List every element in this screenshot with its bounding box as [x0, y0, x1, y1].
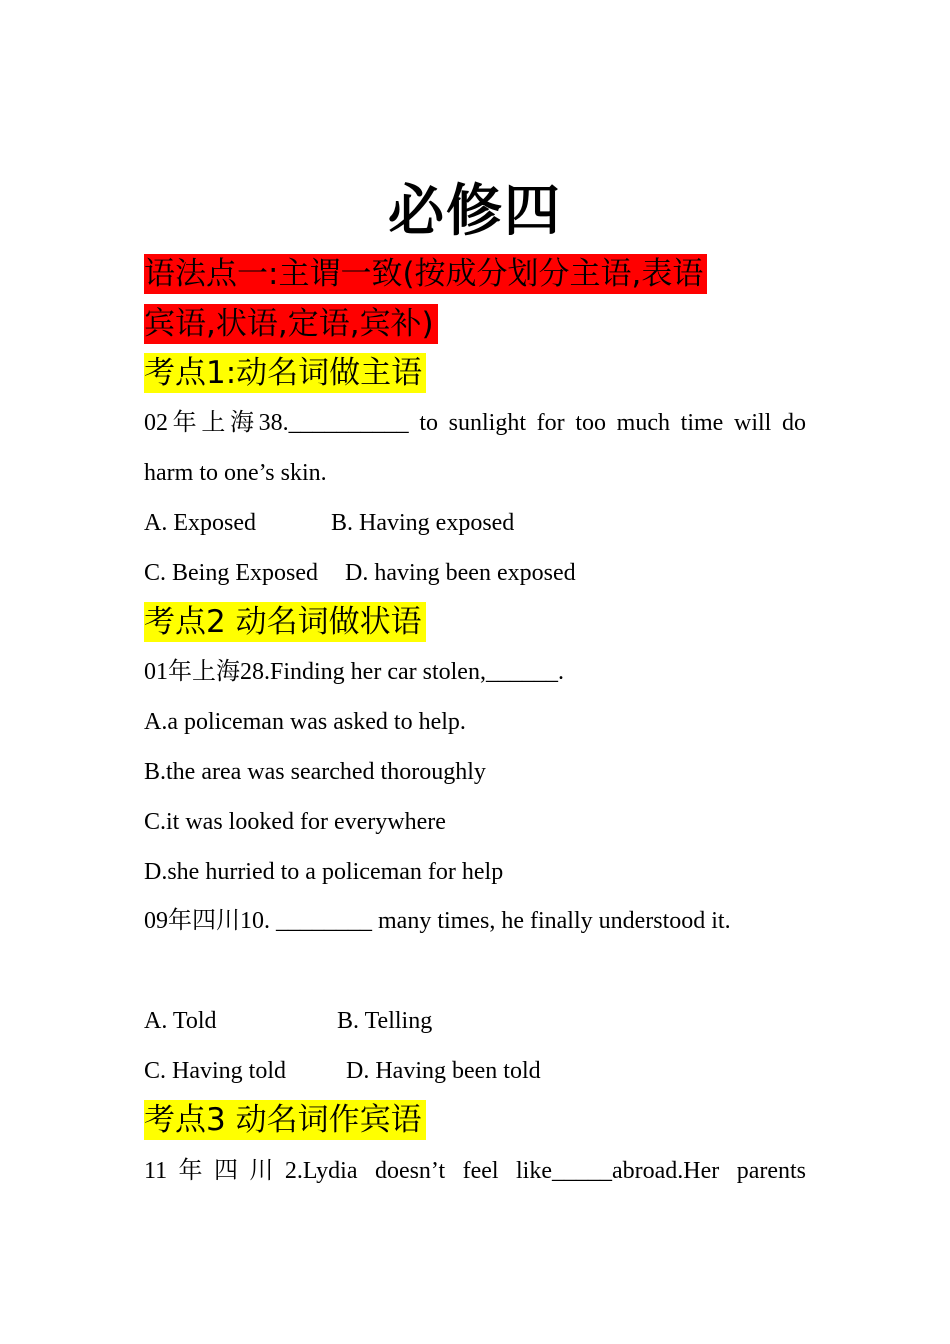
page-title: 必修四	[388, 179, 562, 244]
topic2-q2-question: 09年四川10. ________ many times, he finally understood it.	[144, 908, 731, 934]
topic1-option-d: D. having been exposed	[345, 560, 576, 586]
grammar-point-heading-line1: 语法点一:主谓一致(按成分划分主语,表语	[144, 254, 707, 294]
topic2-q1-question: 01年上海28.Finding her car stolen,______.	[144, 659, 564, 685]
topic1-heading: 考点1:动名词做主语	[144, 353, 426, 393]
grammar-point-heading-line2: 宾语,状语,定语,宾补)	[144, 304, 438, 344]
topic1-question-line1: 02年上海38.__________ to sunlight for too much time will do	[144, 410, 806, 436]
topic2-q2-option-b: B. Telling	[337, 1008, 433, 1034]
topic3-question-line1: 11年四川2.Lydia doesn’t feel like_____abroad.Her parents	[144, 1158, 806, 1184]
topic1-option-a: A. Exposed	[144, 510, 256, 536]
topic2-q2-option-d: D. Having been told	[346, 1058, 541, 1084]
topic3-heading: 考点3 动名词作宾语	[144, 1100, 426, 1140]
topic2-q1-option-c: C.it was looked for everywhere	[144, 809, 446, 835]
topic1-question-line2: harm to one’s skin.	[144, 460, 327, 486]
topic1-option-c: C. Being Exposed	[144, 560, 318, 586]
topic2-q1-option-d: D.she hurried to a policeman for help	[144, 859, 504, 885]
topic2-q2-option-a: A. Told	[144, 1008, 217, 1034]
topic2-q2-option-c: C. Having told	[144, 1058, 286, 1084]
topic2-q1-option-a: A.a policeman was asked to help.	[144, 709, 466, 735]
topic2-q1-option-b: B.the area was searched thoroughly	[144, 759, 486, 785]
topic2-heading: 考点2 动名词做状语	[144, 602, 426, 642]
topic1-option-b: B. Having exposed	[331, 510, 515, 536]
